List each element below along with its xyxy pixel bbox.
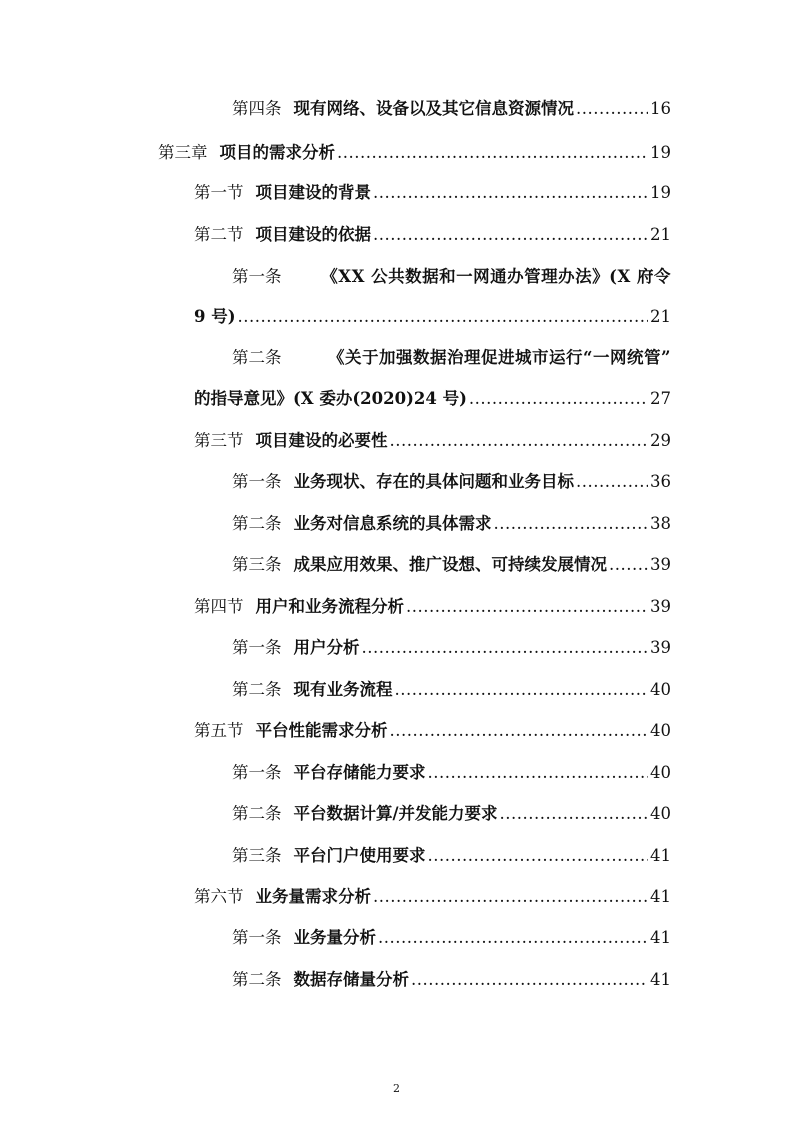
toc-entry-title: 现有网络、设备以及其它信息资源情况 (293, 99, 574, 118)
toc-entry[interactable] (232, 760, 671, 786)
toc-section-entry[interactable] (194, 718, 671, 744)
page-number: 2 (393, 1082, 400, 1095)
dot-leader (390, 718, 649, 744)
toc-entry[interactable] (232, 967, 671, 993)
toc-entry-title: 成果应用效果、推广设想、可持续发展情况 (293, 555, 607, 574)
dot-leader (373, 884, 648, 910)
toc-entry[interactable] (232, 511, 671, 537)
toc-section-entry[interactable] (194, 222, 671, 248)
toc-entry-page: 38 (650, 514, 671, 533)
toc-entry-page: 40 (650, 763, 671, 782)
toc-entry-number: 第二条 (232, 514, 282, 533)
dot-leader (373, 180, 648, 206)
toc-entry-number: 第五节 (194, 721, 244, 740)
toc-entry-number: 第二条 (232, 804, 282, 823)
toc-entry-page: 27 (650, 389, 671, 408)
toc-entry-number: 第二条 (232, 680, 282, 699)
toc-entry-title: 业务量需求分析 (255, 887, 371, 906)
toc-entry-page: 40 (650, 680, 671, 699)
toc-entry[interactable] (232, 469, 671, 495)
toc-entry-title: 用户分析 (293, 638, 360, 657)
toc-entry-page: 39 (650, 555, 671, 574)
toc-entry-number: 第三章 (158, 143, 208, 162)
toc-entry-title-line2: 9 号) (194, 307, 236, 326)
toc-entry[interactable] (232, 801, 671, 827)
toc-section-entry[interactable] (194, 594, 671, 620)
toc-entry-number: 第一条 (232, 267, 282, 286)
dot-leader (428, 760, 649, 786)
toc-entry-number: 第一条 (232, 763, 282, 782)
dot-leader (390, 428, 649, 454)
dot-leader (576, 96, 648, 122)
toc-entry-number: 第四节 (194, 597, 244, 616)
toc-entry-page: 41 (650, 970, 671, 989)
toc-entry[interactable] (232, 843, 671, 869)
toc-entry-title: 平台门户使用要求 (293, 846, 426, 865)
dot-leader (362, 635, 649, 661)
toc-entry-title: 项目建设的依据 (255, 225, 371, 244)
toc-entry-number: 第三条 (232, 555, 282, 574)
toc-entry[interactable] (232, 552, 671, 578)
toc-entry-number: 第三节 (194, 431, 244, 450)
toc-entry-page: 41 (650, 928, 671, 947)
toc-entry-page: 21 (650, 225, 671, 244)
toc-entry-page: 40 (650, 721, 671, 740)
toc-entry-title: 平台性能需求分析 (255, 721, 388, 740)
dot-leader (378, 925, 648, 951)
toc-entry-number: 第一条 (232, 928, 282, 947)
toc-entry-page: 19 (650, 183, 671, 202)
toc-entry-title: 项目的需求分析 (219, 143, 335, 162)
dot-leader (494, 511, 649, 537)
dot-leader (500, 801, 648, 827)
dot-leader (411, 967, 648, 993)
dot-leader (373, 222, 648, 248)
toc-entry-page: 19 (650, 143, 671, 162)
toc-section-entry[interactable] (194, 428, 671, 454)
toc-entry-number: 第二节 (194, 225, 244, 244)
dot-leader (428, 843, 649, 869)
dot-leader (238, 304, 648, 330)
toc-entry-number: 第四条 (232, 99, 282, 118)
toc-entry-page: 39 (650, 638, 671, 657)
toc-entry-number: 第二条 (232, 970, 282, 989)
toc-entry-number: 第一条 (232, 472, 282, 491)
toc-entry-page: 41 (650, 887, 671, 906)
toc-entry-number: 第三条 (232, 846, 282, 865)
toc-entry-title-line1: 《关于加强数据治理促进城市运行“一网统管” (328, 348, 671, 367)
toc-entry-page: 36 (650, 472, 671, 491)
toc-entry-title: 业务对信息系统的具体需求 (293, 514, 492, 533)
dot-leader (609, 552, 648, 578)
dot-leader (469, 386, 648, 412)
toc-entry-number: 第二条 (232, 348, 282, 367)
dot-leader (337, 140, 648, 166)
toc-entry-title: 项目建设的背景 (255, 183, 371, 202)
toc-section-entry[interactable] (194, 884, 671, 910)
toc-entry[interactable] (232, 677, 671, 703)
toc-entry-page: 29 (650, 431, 671, 450)
toc-entry-page: 16 (650, 99, 671, 118)
toc-entry-wrapped-second-line[interactable] (194, 386, 671, 412)
toc-entry[interactable] (232, 635, 671, 661)
toc-entry-wrapped-first-line[interactable] (232, 264, 671, 290)
toc-entry-page: 21 (650, 307, 671, 326)
toc-entry-title: 平台数据计算/并发能力要求 (293, 804, 498, 823)
toc-entry-title: 平台存储能力要求 (293, 763, 426, 782)
dot-leader (576, 469, 648, 495)
dot-leader (406, 594, 648, 620)
toc-entry-title: 业务现状、存在的具体问题和业务目标 (293, 472, 574, 491)
toc-entry-page: 39 (650, 597, 671, 616)
toc-entry-number: 第一节 (194, 183, 244, 202)
toc-entry-title: 业务量分析 (293, 928, 376, 947)
toc-entry[interactable] (232, 925, 671, 951)
toc-entry-number: 第一条 (232, 638, 282, 657)
toc-entry-title: 用户和业务流程分析 (255, 597, 404, 616)
toc-entry-title: 项目建设的必要性 (255, 431, 388, 450)
toc-entry-page: 41 (650, 846, 671, 865)
toc-entry-title: 数据存储量分析 (293, 970, 409, 989)
toc-entry-title-line1: 《XX 公共数据和一网通办管理办法》(X 府令 (321, 267, 671, 286)
toc-entry-number: 第六节 (194, 887, 244, 906)
toc-entry-wrapped-first-line[interactable] (232, 345, 671, 371)
toc-entry-title: 现有业务流程 (293, 680, 393, 699)
toc-section-entry[interactable] (194, 180, 671, 206)
toc-entry[interactable] (232, 96, 671, 122)
toc-chapter-entry[interactable] (158, 140, 671, 166)
toc-entry-page: 40 (650, 804, 671, 823)
toc-entry-title-line2: 的指导意见》(X 委办(2020)24 号) (194, 389, 467, 408)
toc-entry-wrapped-second-line[interactable] (194, 304, 671, 330)
dot-leader (395, 677, 649, 703)
